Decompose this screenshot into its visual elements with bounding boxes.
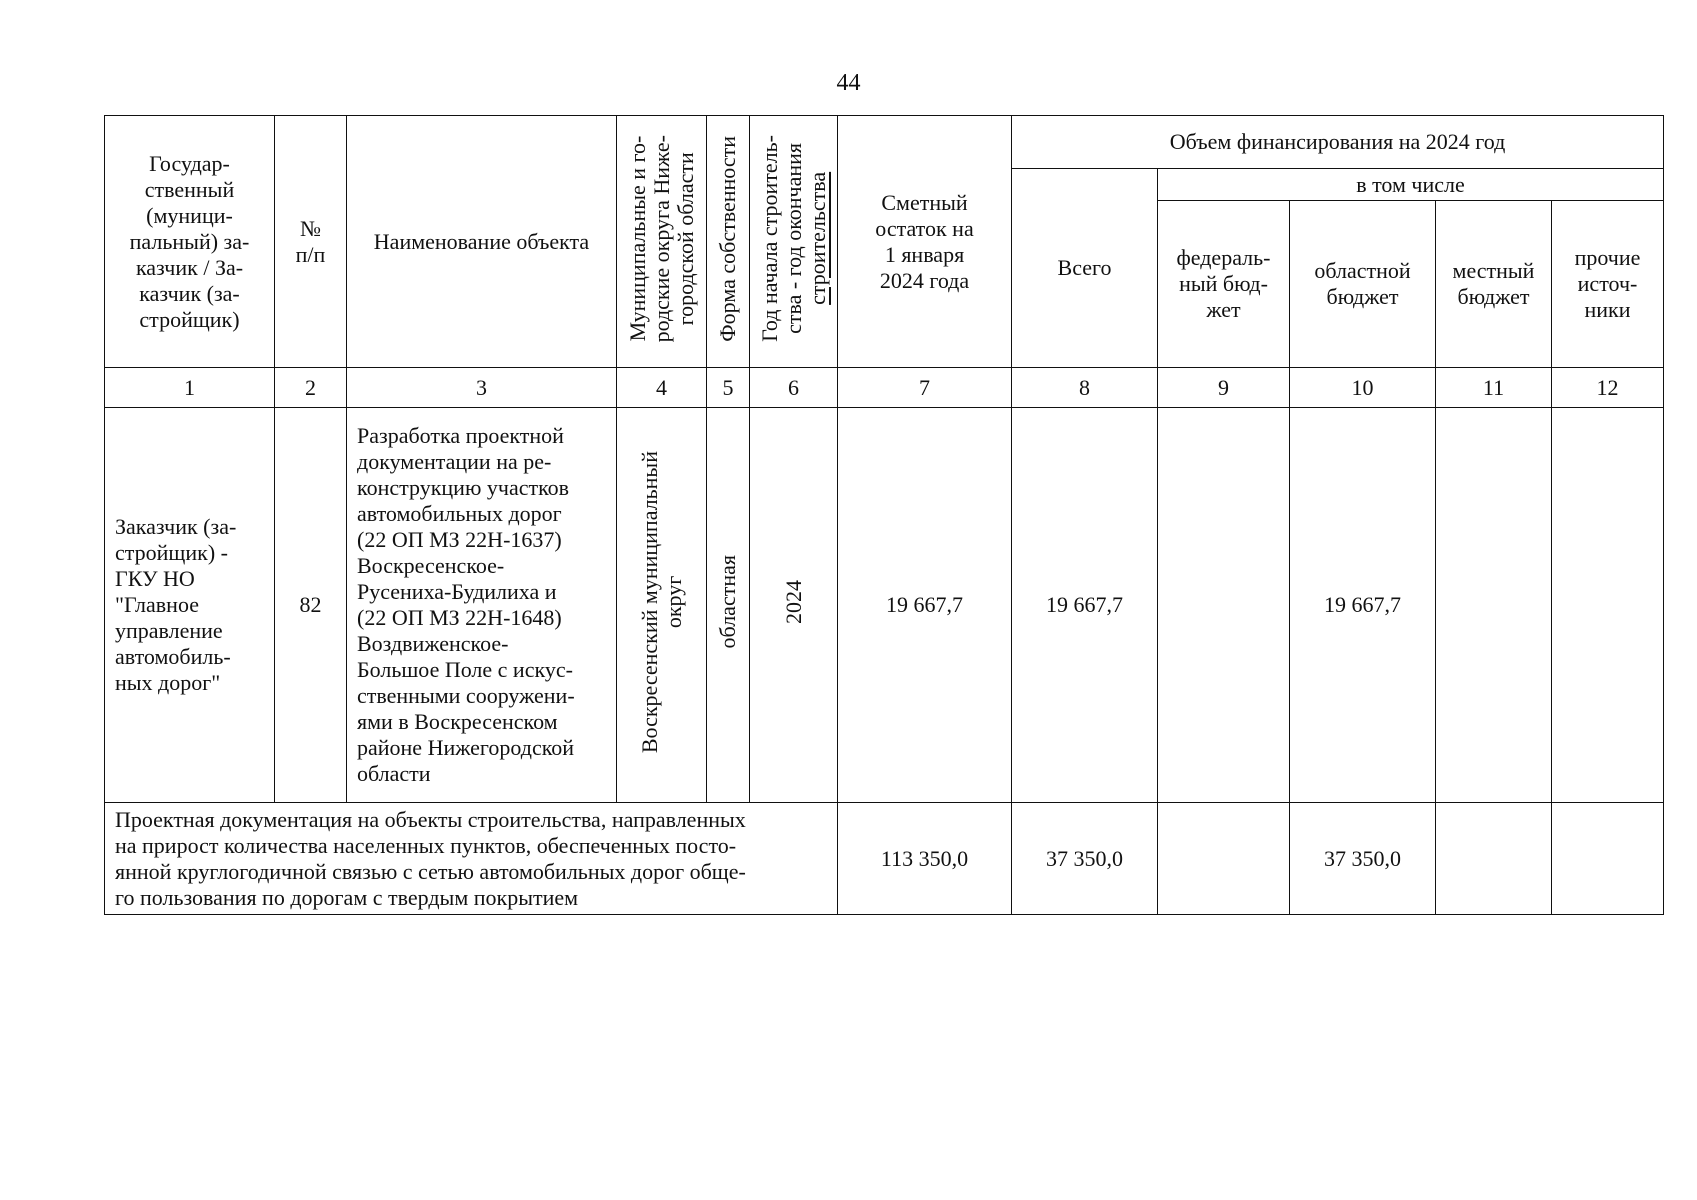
column-number: 6 — [750, 368, 838, 408]
header-ownership-form: Форма собственности — [707, 116, 750, 368]
header-estimate-balance: Сметный остаток на 1 января 2024 года — [838, 116, 1012, 368]
row-municipal-district: Воскресенский муниципальный округ — [617, 408, 707, 803]
summary-row — [105, 803, 1664, 915]
page-number: 44 — [836, 70, 861, 96]
row-ownership-form: областная — [707, 408, 750, 803]
column-number: 4 — [617, 368, 707, 408]
row-object-name: Разработка проектной документации на ре- конструкцию участков автомобильных дорог (22 ОП МЗ 22Н-1637) Воскресенское- Русениха-Будилиха и (22 ОП МЗ 22Н-1648) Воздвиженское- Большое Поле с искус- ственными сооружени- ями в Воскресенском районе Нижегородской области — [347, 408, 617, 803]
column-number: 10 — [1290, 368, 1436, 408]
row-number: 82 — [275, 408, 347, 803]
row-other-sources — [1552, 408, 1664, 803]
header-local-budget: местный бюджет — [1436, 201, 1552, 368]
column-number: 11 — [1436, 368, 1552, 408]
column-number: 1 — [105, 368, 275, 408]
column-number: 9 — [1158, 368, 1290, 408]
row-total: 19 667,7 — [1012, 408, 1158, 803]
header-municipal-district: Муниципальные и го- родские округа Ниже- городской области — [617, 116, 707, 368]
header-other-sources: прочие источ- ники — [1552, 201, 1664, 368]
header-including: в том числе — [1158, 169, 1664, 201]
row-federal-budget — [1158, 408, 1290, 803]
header-total: Всего — [1012, 169, 1158, 368]
header-funding-volume: Объем финансирования на 2024 год — [1012, 116, 1664, 169]
header-customer: Государ- ственный (муници- пальный) за- казчик / За- казчик (за- стройщик) — [105, 116, 275, 368]
column-number: 8 — [1012, 368, 1158, 408]
column-number: 12 — [1552, 368, 1664, 408]
header-federal-budget: федераль- ный бюд- жет — [1158, 201, 1290, 368]
row-customer: Заказчик (за- стройщик) - ГКУ НО "Главное управление автомобиль- ных дорог" — [105, 408, 275, 803]
table-row — [105, 408, 1664, 803]
row-regional-budget: 19 667,7 — [1290, 408, 1436, 803]
column-number: 2 — [275, 368, 347, 408]
column-number: 3 — [347, 368, 617, 408]
header-object-name: Наименование объекта — [347, 116, 617, 368]
header-construction-years: Год начала строитель- ства - год окончания строительства — [750, 116, 838, 368]
row-local-budget — [1436, 408, 1552, 803]
summary-label: Проектная документация на объекты строительства, направленных на прирост количества населенных пунктов, обеспеченных посто- янной круглогодичной связью с сетью автомобильных дорог обще- го пользования по дорогам с твердым покрытием — [105, 803, 838, 915]
header-regional-budget: областной бюджет — [1290, 201, 1436, 368]
summary-estimate-balance: 113 350,0 — [838, 803, 1012, 915]
financing-table — [104, 115, 1664, 915]
summary-total: 37 350,0 — [1012, 803, 1158, 915]
summary-other-sources — [1552, 803, 1664, 915]
header-number: № п/п — [275, 116, 347, 368]
summary-local-budget — [1436, 803, 1552, 915]
column-number: 7 — [838, 368, 1012, 408]
column-number-row — [105, 368, 1664, 408]
summary-regional-budget: 37 350,0 — [1290, 803, 1436, 915]
column-number: 5 — [707, 368, 750, 408]
summary-federal-budget — [1158, 803, 1290, 915]
row-estimate-balance: 19 667,7 — [838, 408, 1012, 803]
row-construction-years: 2024 — [750, 408, 838, 803]
